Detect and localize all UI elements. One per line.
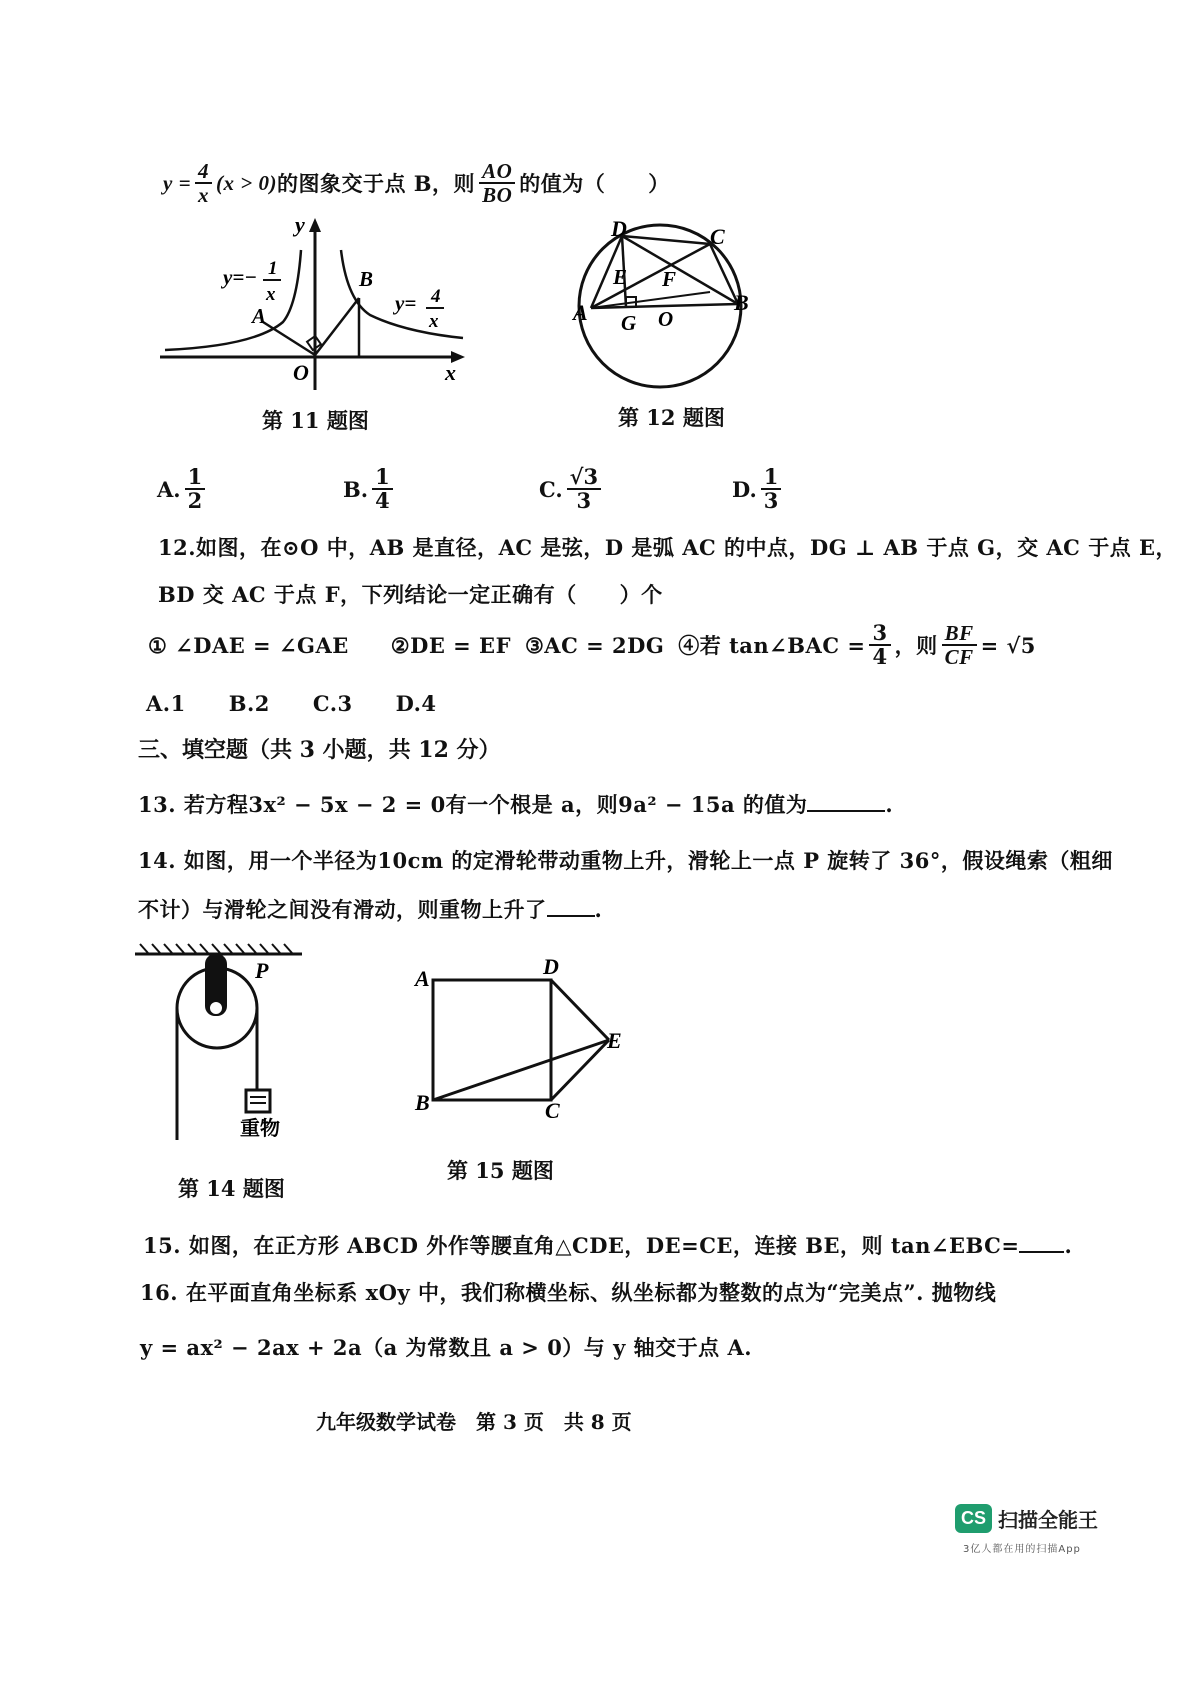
q16-line2: y = ax² − 2ax + 2a（a 为常数且 a > 0）与 y 轴交于点 A. (140, 1335, 753, 1360)
figure-15 (405, 950, 640, 1125)
q12-cond2: ②DE = EF (390, 632, 511, 658)
figure-12 (570, 212, 770, 392)
scanner-watermark (955, 1504, 1098, 1533)
q15-text: 15. 如图，在正方形 ABCD 外作等腰直角△CDE，DE=CE，连接 BE，则 tan∠EBC= (143, 1233, 1020, 1258)
fig12-label-c: C (710, 224, 725, 249)
fig11-func2-num: 4 (431, 286, 441, 307)
fig12-label-e: E (613, 265, 628, 289)
fig12-label-b: B (734, 290, 749, 315)
q11-choice-a: A. $\frac{1}{2}$ (157, 466, 209, 512)
fig14-caption: 第 14 题图 (178, 1176, 285, 1201)
q12-line2: BD 交 AC 于点 F，下列结论一定正确有（ ）个 (158, 582, 663, 607)
fig11-caption: 第 11 题图 (262, 408, 369, 433)
q12-cond1: ① ∠DAE = ∠GAE (148, 632, 349, 658)
scanner-logo-icon: CS (955, 1504, 992, 1533)
fig12-label-a: A (573, 300, 588, 325)
q11-stem (163, 160, 670, 206)
fig12-label-o: O (658, 307, 674, 331)
fig15-label-d: D (543, 954, 559, 979)
q12-options: A.1 B.2 C.3 D.4 (146, 691, 437, 716)
q13: 13. 若方程3x² − 5x − 2 = 0有一个根是 a，则9a² − 15a 的值为 . (138, 792, 894, 817)
q12-conditions (148, 622, 1036, 668)
q11-text-end: 的值为（ ） (519, 171, 670, 197)
q11-func-cond: (x > 0) (216, 170, 277, 195)
q11-func-prefix: y = (163, 170, 192, 195)
fig12-label-g: G (621, 311, 637, 335)
q11-ratio-fraction: $\frac{AO}{BO}$ (479, 160, 515, 206)
fig11-label-y: y (295, 212, 305, 237)
q11-choice-b: B. $\frac{1}{4}$ (343, 466, 397, 512)
fig12-label-f: F (662, 267, 677, 291)
fig12-caption: 第 12 题图 (618, 405, 725, 430)
q14-answer-blank (547, 915, 595, 917)
q12-line1: 12.如图，在⊙O 中，AB 是直径，AC 是弦，D 是弧 AC 的中点，DG ⊥ AB 于点 G，交 AC 于点 E， (158, 535, 1178, 560)
q12-cond3: ③AC = 2DG (524, 632, 665, 658)
fig11-label-o: O (293, 360, 309, 385)
q12-cond4-end: = √5 (980, 632, 1036, 658)
q11-text-mid: 的图象交于点 B，则 (277, 171, 476, 197)
q13-text: 13. 若方程3x² − 5x − 2 = 0有一个根是 a，则9a² − 15a 的值为 (138, 792, 808, 817)
fig14-label-p: P (255, 958, 269, 983)
fig12-label-d: D (611, 216, 627, 241)
fig11-func2-prefix: y= (395, 291, 417, 315)
fig11-func1-prefix: y=− (223, 265, 258, 289)
q11-choice-c-fraction: $\frac{√3}{3}$ (567, 466, 601, 512)
q15-answer-blank (1019, 1251, 1064, 1253)
q11-choice-d-fraction: $\frac{1}{3}$ (761, 466, 782, 512)
fig15-caption: 第 15 题图 (447, 1158, 554, 1183)
fig14-label-weight: 重物 (240, 1118, 280, 1140)
fig15-label-e: E (607, 1028, 622, 1053)
section-3-heading: 三、填空题（共 3 小题，共 12 分） (138, 737, 501, 763)
scanner-tagline: 3亿人都在用的扫描App (963, 1544, 1081, 1555)
q15: 15. 如图，在正方形 ABCD 外作等腰直角△CDE，DE=CE，连接 BE，则 tan∠EBC= . (143, 1233, 1073, 1258)
q11-choice-a-fraction: $\frac{1}{2}$ (185, 466, 206, 512)
scanner-app-name: 扫描全能王 (998, 1508, 1099, 1532)
page-footer: 九年级数学试卷 第 3 页 共 8 页 (316, 1410, 632, 1434)
q12-cond4-prefix: ④若 tan∠BAC = (678, 633, 866, 659)
q13-answer-blank (807, 810, 885, 812)
q14-line2: 不计）与滑轮之间没有滑动，则重物上升了 . (138, 897, 603, 922)
fig11-label-b: B (359, 267, 374, 291)
fig15-label-b: B (415, 1090, 430, 1115)
fig11-func1-num: 1 (268, 258, 278, 279)
q11-func-fraction: $\frac{4}{x}$ (195, 160, 212, 206)
fig11-func2-den: x (429, 311, 439, 332)
q14-line1: 14. 如图，用一个半径为10cm 的定滑轮带动重物上升，滑轮上一点 P 旋转了 36°，假设绳索（粗细 (138, 848, 1113, 873)
figure-11 (155, 210, 475, 395)
fig11-func1-den: x (266, 284, 276, 305)
q11-choice-d: D. $\frac{1}{3}$ (732, 466, 785, 512)
fig11-label-x: x (445, 360, 456, 385)
fig15-label-c: C (545, 1098, 560, 1123)
q12-cond4-mid: ，则 (894, 633, 938, 659)
q12-cond4-fraction: $\frac{3}{4}$ (869, 622, 890, 668)
q12-cond4-ratio: $\frac{BF}{CF}$ (942, 622, 977, 668)
fig11-label-a: A (252, 304, 267, 328)
q16-line1: 16. 在平面直角坐标系 xOy 中，我们称横坐标、纵坐标都为整数的点为“完美点”. 抛物线 (140, 1280, 997, 1305)
figure-14 (130, 940, 310, 1150)
q11-choice-c: C. $\frac{√3}{3}$ (539, 466, 605, 512)
fig15-label-a: A (415, 966, 430, 991)
q11-choice-b-fraction: $\frac{1}{4}$ (372, 466, 393, 512)
